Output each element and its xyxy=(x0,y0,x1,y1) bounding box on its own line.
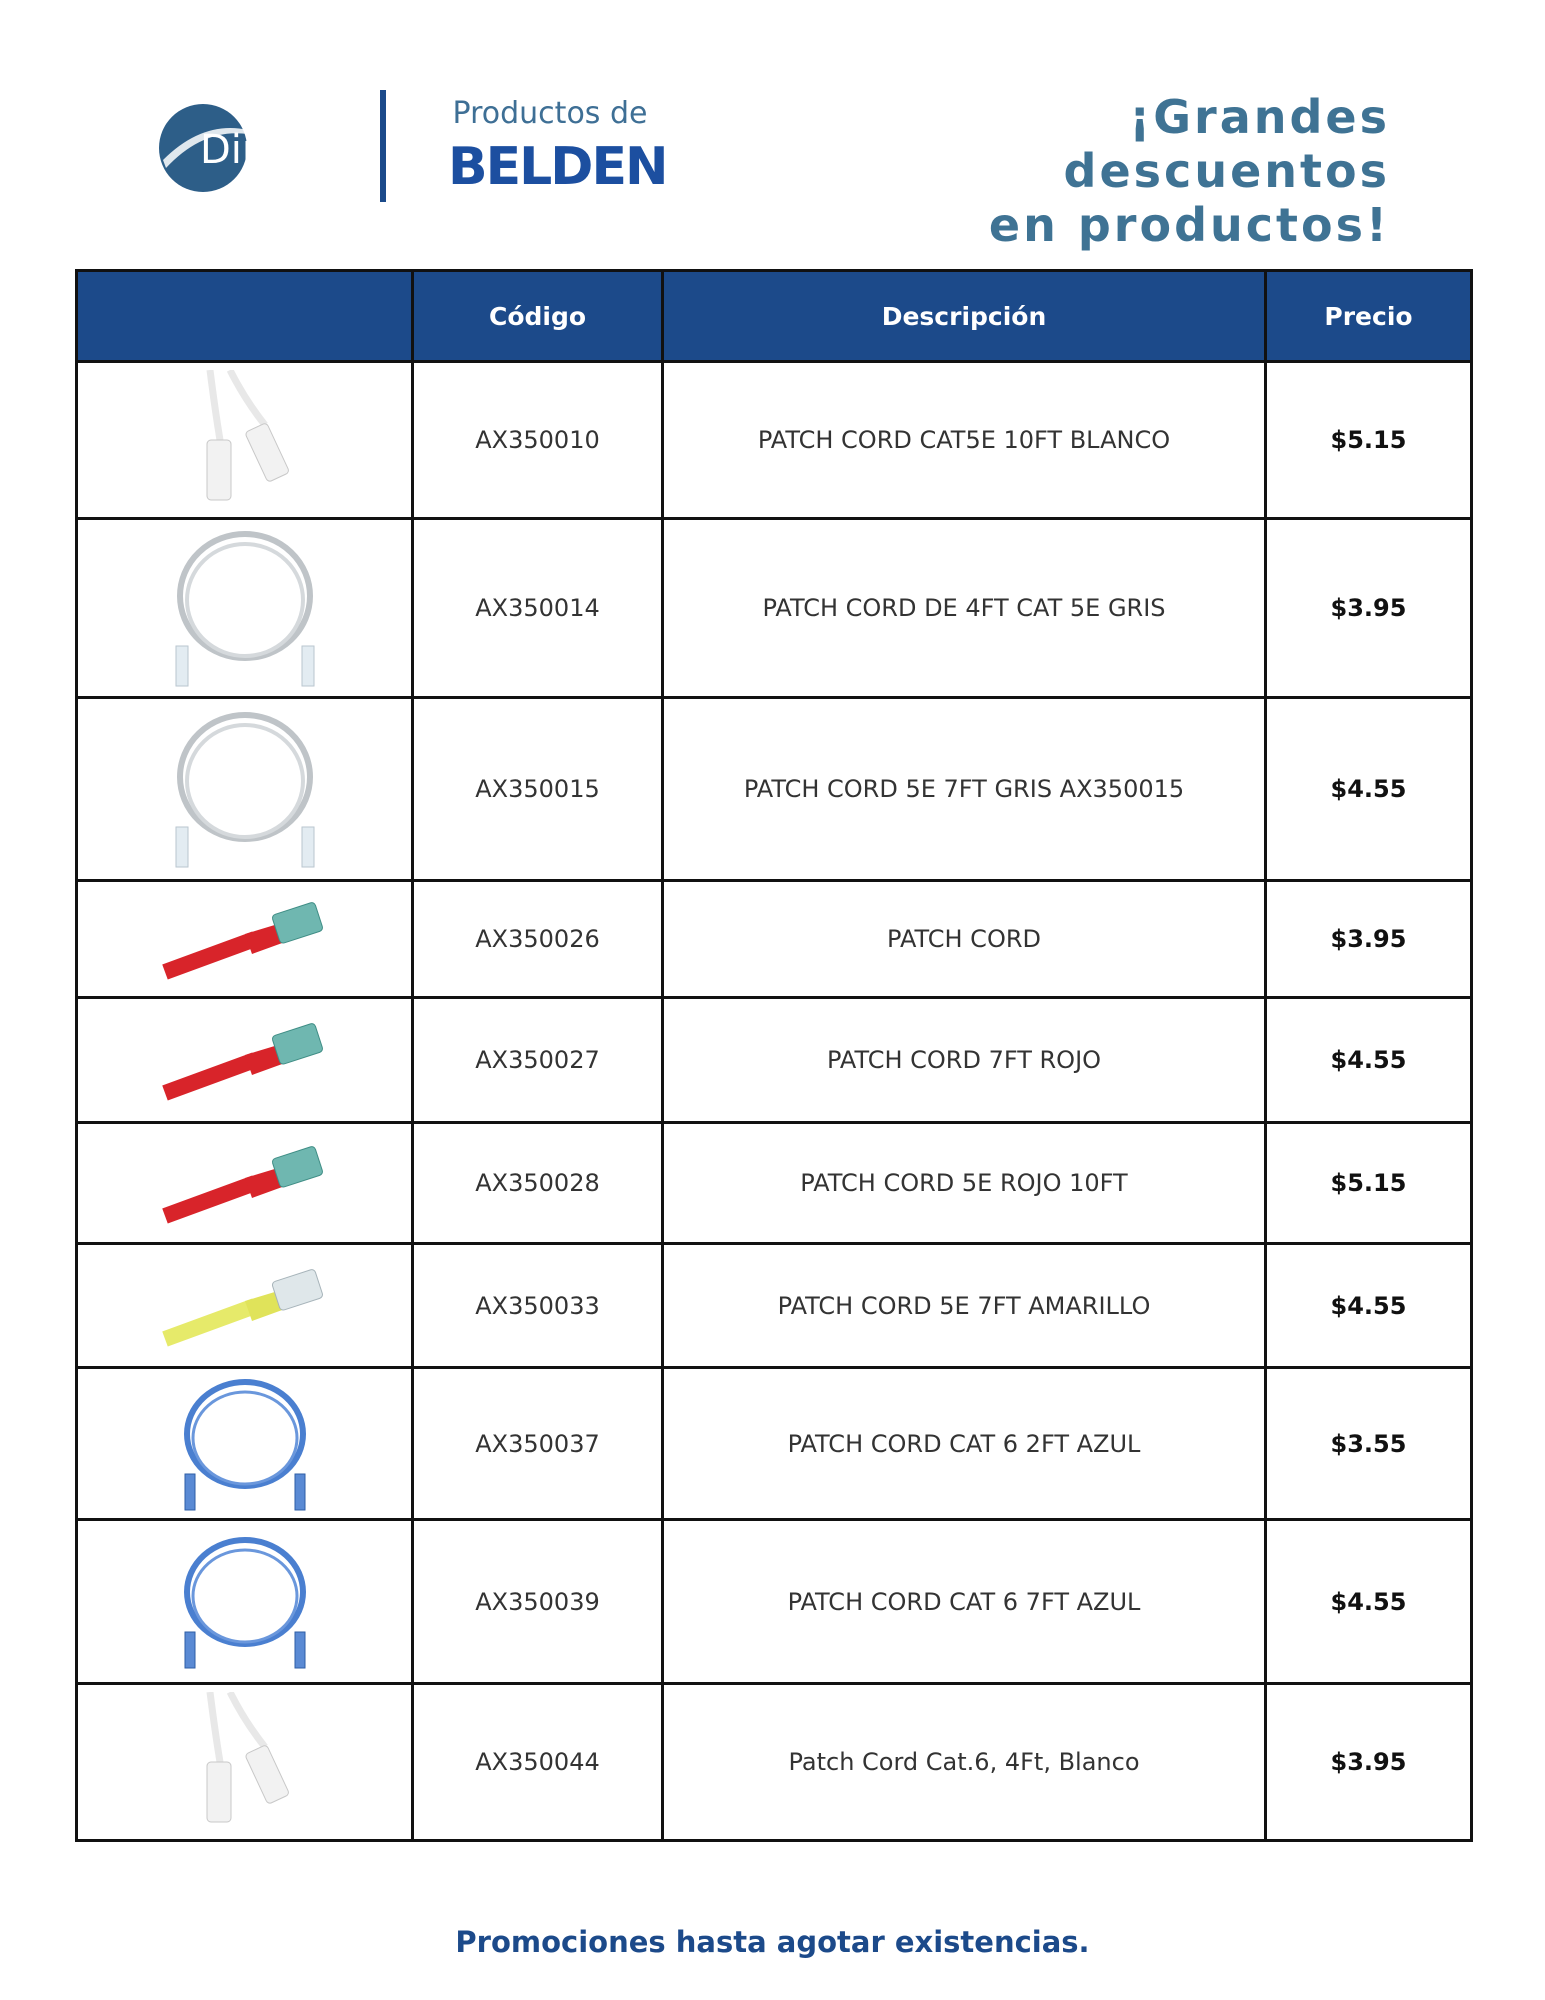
red-patch-cord-image xyxy=(160,1015,330,1105)
blue-patch-cord-image xyxy=(175,1532,315,1672)
table-row xyxy=(77,362,1472,519)
blue-patch-cord-image xyxy=(175,1374,315,1514)
product-description: PATCH CORD CAT5E 10FT BLANCO xyxy=(663,362,1266,519)
product-code: AX350039 xyxy=(413,1520,663,1684)
product-code: AX350010 xyxy=(413,362,663,519)
product-price: $3.95 xyxy=(1266,881,1472,998)
product-price: $3.95 xyxy=(1266,519,1472,698)
white-patch-cord-image xyxy=(175,370,315,510)
product-price: $4.55 xyxy=(1266,1244,1472,1368)
product-image-cell xyxy=(77,998,413,1123)
svg-text:Dinet: Dinet xyxy=(200,127,308,173)
product-image-cell xyxy=(77,881,413,998)
table-row xyxy=(77,519,1472,698)
product-description: PATCH CORD 5E 7FT AMARILLO xyxy=(663,1244,1266,1368)
product-image-cell xyxy=(77,1123,413,1244)
product-code: AX350027 xyxy=(413,998,663,1123)
yellow-patch-cord-image xyxy=(160,1261,330,1351)
product-code: AX350015 xyxy=(413,698,663,881)
product-description: PATCH CORD 5E 7FT GRIS AX350015 xyxy=(663,698,1266,881)
product-image-cell xyxy=(77,1520,413,1684)
product-price: $3.95 xyxy=(1266,1684,1472,1841)
product-image-cell xyxy=(77,1244,413,1368)
product-price: $5.15 xyxy=(1266,1123,1472,1244)
product-description: PATCH CORD 5E ROJO 10FT xyxy=(663,1123,1266,1244)
gray-patch-cord-image xyxy=(170,526,320,691)
table-row xyxy=(77,1520,1472,1684)
product-code: AX350028 xyxy=(413,1123,663,1244)
product-image-cell xyxy=(77,362,413,519)
product-price: $4.55 xyxy=(1266,998,1472,1123)
table-row xyxy=(77,698,1472,881)
product-price: $4.55 xyxy=(1266,698,1472,881)
table-row xyxy=(77,1123,1472,1244)
red-patch-cord-image xyxy=(160,1138,330,1228)
product-price: $3.55 xyxy=(1266,1368,1472,1520)
product-code: AX350014 xyxy=(413,519,663,698)
product-image-cell xyxy=(77,1684,413,1841)
product-code: AX350026 xyxy=(413,881,663,998)
table-row xyxy=(77,1244,1472,1368)
promo-line-2: en productos! xyxy=(988,198,1390,252)
table-row xyxy=(77,1368,1472,1520)
product-description: Patch Cord Cat.6, 4Ft, Blanco xyxy=(663,1684,1266,1841)
table-row xyxy=(77,1684,1472,1841)
product-description: PATCH CORD CAT 6 2FT AZUL xyxy=(663,1368,1266,1520)
column-header-price: Precio xyxy=(1266,271,1472,362)
products-table xyxy=(75,269,1473,1842)
white-patch-cord-image xyxy=(175,1692,315,1832)
table-header-row xyxy=(77,271,1472,362)
column-header-image xyxy=(77,271,413,362)
product-price: $4.55 xyxy=(1266,1520,1472,1684)
product-image-cell xyxy=(77,698,413,881)
product-description: PATCH CORD xyxy=(663,881,1266,998)
promo-line-1: ¡Grandes descuentos xyxy=(1063,90,1390,198)
product-image-cell xyxy=(77,519,413,698)
column-header-description: Descripción xyxy=(663,271,1266,362)
table-row xyxy=(77,881,1472,998)
promo-title xyxy=(790,90,1390,252)
column-header-code: Código xyxy=(413,271,663,362)
product-code: AX350033 xyxy=(413,1244,663,1368)
belden-subtitle: Productos de xyxy=(452,96,648,131)
page-header xyxy=(0,0,1545,252)
product-price: $5.15 xyxy=(1266,362,1472,519)
product-description: PATCH CORD DE 4FT CAT 5E GRIS xyxy=(663,519,1266,698)
red-patch-cord-image xyxy=(160,894,330,984)
table-row xyxy=(77,998,1472,1123)
footer-note: Promociones hasta agotar existencias. xyxy=(455,1925,1090,1959)
product-description: PATCH CORD CAT 6 7FT AZUL xyxy=(663,1520,1266,1684)
header-divider xyxy=(380,90,386,202)
product-code: AX350037 xyxy=(413,1368,663,1520)
product-image-cell xyxy=(77,1368,413,1520)
gray-patch-cord-image xyxy=(170,707,320,872)
dinet-logo xyxy=(158,100,338,196)
product-code: AX350044 xyxy=(413,1684,663,1841)
product-description: PATCH CORD 7FT ROJO xyxy=(663,998,1266,1123)
belden-logo: BELDEN xyxy=(448,137,667,197)
